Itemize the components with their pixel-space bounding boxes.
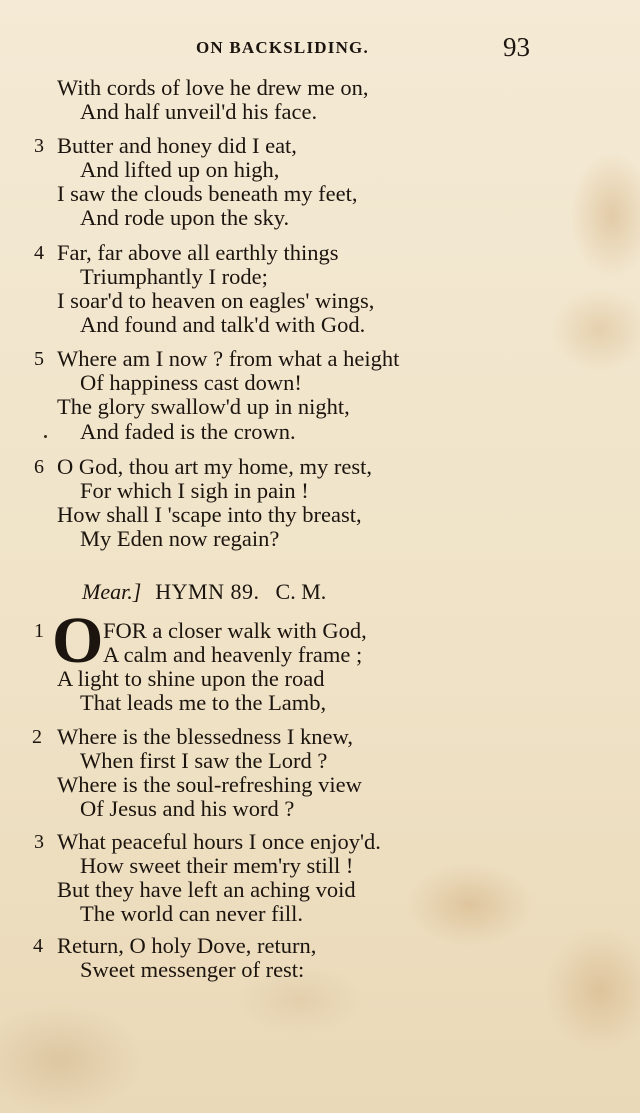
verse-number: 1 <box>34 620 44 642</box>
verse-line: Where is the soul-refreshing view <box>57 772 362 797</box>
tune-name: Mear.] <box>82 579 142 604</box>
verse-line: When first I saw the Lord ? <box>80 748 328 773</box>
verse-line: My Eden now regain? <box>80 526 280 551</box>
verse-line: What peaceful hours I once enjoy'd. <box>57 829 381 854</box>
verse-line: And found and talk'd with God. <box>80 312 366 337</box>
verse-line: Return, O holy Dove, return, <box>57 933 317 958</box>
verse-line: A light to shine upon the road <box>57 666 325 691</box>
hymn-heading <box>82 579 326 605</box>
verse-line: I saw the clouds beneath my feet, <box>57 181 358 206</box>
verse-number: 3 <box>34 831 44 853</box>
verse-line: FOR a closer walk with God, <box>103 618 367 643</box>
hymn-title: HYMN 89. <box>155 579 260 604</box>
verse-line: The world can never fill. <box>80 901 304 926</box>
hymn-meter: C. M. <box>275 579 327 604</box>
verse-line: And rode upon the sky. <box>80 205 290 230</box>
verse-line: A calm and heavenly frame ; <box>103 642 363 667</box>
verse-line: Where is the blessedness I knew, <box>57 724 353 749</box>
page-header <box>0 34 640 64</box>
ink-fleck <box>44 435 47 438</box>
verse-number: 3 <box>34 135 44 157</box>
verse-line: And half unveil'd his face. <box>80 99 318 124</box>
running-title: ON BACKSLIDING. <box>196 38 369 57</box>
verse-line: Of Jesus and his word ? <box>80 796 295 821</box>
verse-line: But they have left an aching void <box>57 877 356 902</box>
verse-number: 4 <box>34 242 44 264</box>
verse-line: And lifted up on high, <box>80 157 280 182</box>
verse-line: Sweet messenger of rest: <box>80 957 305 982</box>
verse-line: That leads me to the Lamb, <box>80 690 327 715</box>
verse-line: Far, far above all earthly things <box>57 240 339 265</box>
verse-line: How shall I 'scape into thy breast, <box>57 502 362 527</box>
verse-line: Where am I now ? from what a height <box>57 346 400 371</box>
verse-line: With cords of love he drew me on, <box>57 75 369 100</box>
verse-number: 6 <box>34 456 44 478</box>
verse-number: 4 <box>33 935 43 957</box>
verse-line: O God, thou art my home, my rest, <box>57 454 372 479</box>
verse-line: The glory swallow'd up in night, <box>57 394 350 419</box>
verse-line: For which I sigh in pain ! <box>80 478 309 503</box>
drop-cap: O <box>52 604 104 677</box>
page-number: 93 <box>503 32 530 62</box>
verse-line: Butter and honey did I eat, <box>57 133 297 158</box>
verse-number: 2 <box>32 726 42 748</box>
verse-line: Triumphantly I rode; <box>80 264 268 289</box>
verse-line: And faded is the crown. <box>80 419 296 444</box>
verse-line: How sweet their mem'ry still ! <box>80 853 354 878</box>
verse-number: 5 <box>34 348 44 370</box>
verse-line: I soar'd to heaven on eagles' wings, <box>57 288 375 313</box>
verse-line: Of happiness cast down! <box>80 370 302 395</box>
